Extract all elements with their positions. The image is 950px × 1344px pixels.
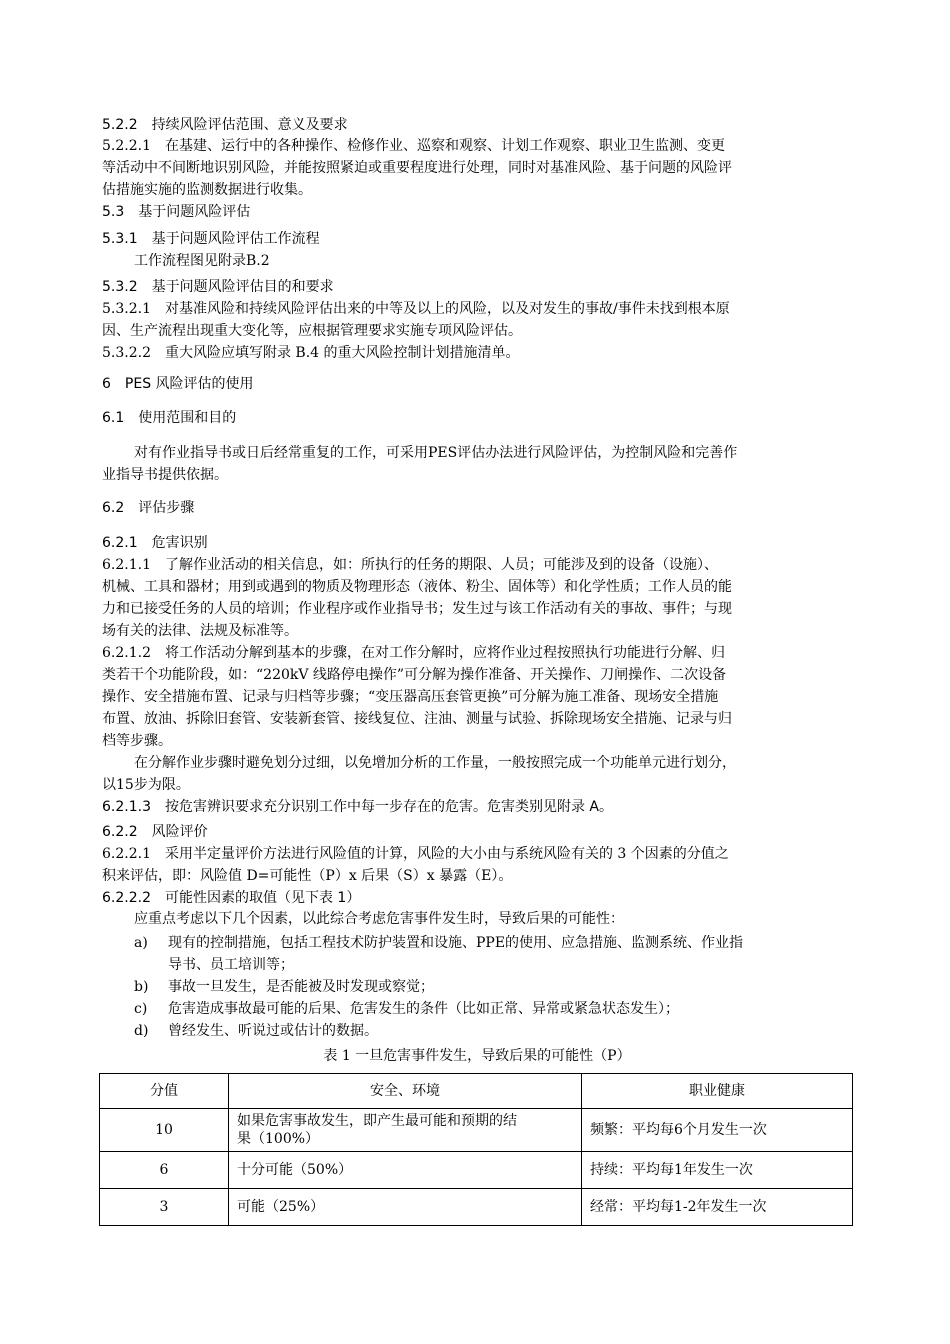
paragraph-line: 力和已接受任务的人员的培训；作业程序或作业指导书；发生过与该工作活动有关的事故、事件；与现 [102, 601, 732, 617]
list-item: 现有的控制措施，包括工程技术防护装置和设施、PPE的使用、应急措施、监测系统、作业指 [168, 935, 744, 951]
paragraph-line: 类若干个功能阶段，如：“220kV 线路停电操作”可分解为操作准备、开关操作、刀闸操作、二次设备 [102, 667, 727, 683]
column-header-health: 职业健康 [582, 1074, 853, 1109]
score-cell: 6 [100, 1152, 229, 1189]
heading-5-3: 5.3 基于问题风险评估 [102, 204, 251, 220]
list-marker: a) [134, 935, 148, 951]
paragraph-line: 6.2.1.1 了解作业活动的相关信息，如：所执行的任务的期限、人员；可能涉及到的设备（设施）、 [102, 557, 718, 573]
paragraph-line: 布置、放油、拆除旧套管、安装新套管、接线复位、注油、测量与试验、拆除现场安全措施、记录与归 [102, 711, 732, 727]
heading-6-2-1-3: 6.2.1.3 按危害辨识要求充分识别工作中每一步存在的危害。危害类别见附录 A。 [102, 799, 614, 815]
paragraph-line: 以15步为限。 [102, 777, 190, 793]
score-cell: 3 [100, 1189, 229, 1226]
list-marker: d) [134, 1023, 149, 1039]
heading-5-3-1: 5.3.1 基于问题风险评估工作流程 [102, 231, 320, 247]
paragraph-line: 因、生产流程出现重大变化等，应根据管理要求实施专项风险评估。 [102, 323, 522, 339]
list-item: 危害造成事故最可能的后果、危害发生的条件（比如正常、异常或紧急状态发生）； [168, 1001, 679, 1017]
paragraph-line: 档等步骤。 [102, 733, 172, 749]
paragraph-line: 在分解作业步骤时避免划分过细，以免增加分析的工作量，一般按照完成一个功能单元进行划分， [134, 755, 736, 771]
score-cell: 10 [100, 1109, 229, 1152]
safety-cell: 十分可能（50%） [229, 1152, 582, 1189]
safety-line: 果（100%） [237, 1131, 320, 1147]
list-item: 曾经发生、听说过或估计的数据。 [168, 1023, 378, 1039]
paragraph-line: 5.2.2.1 在基建、运行中的各种操作、检修作业、巡察和观察、计划工作观察、职业卫生监测、变更 [102, 138, 725, 154]
paragraph-line: 对有作业指导书或日后经常重复的工作，可采用PES评估办法进行风险评估，为控制风险和完善作 [134, 445, 738, 461]
heading-6-2: 6.2 评估步骤 [102, 500, 195, 516]
list-marker: b) [134, 979, 149, 995]
paragraph-line: 工作流程图见附录B.2 [134, 253, 270, 269]
paragraph-line: 业指导书提供依据。 [102, 467, 228, 483]
table-row [100, 1189, 853, 1226]
table-row [100, 1109, 853, 1152]
column-header-safety: 安全、环境 [229, 1074, 582, 1109]
safety-cell: 可能（25%） [229, 1189, 582, 1226]
list-marker: c) [134, 1001, 148, 1017]
heading-6-1: 6.1 使用范围和目的 [102, 410, 237, 426]
list-item: 事故一旦发生，是否能被及时发现或察觉； [168, 979, 434, 995]
paragraph-line: 5.3.2.1 对基准风险和持续风险评估出来的中等及以上的风险，以及对发生的事故/事件未找到根本原 [102, 301, 730, 317]
table-row [100, 1152, 853, 1189]
paragraph-line: 机械、工具和器材；用到或遇到的物质及物理形态（液体、粉尘、固体等）和化学性质；工作人员的能 [102, 579, 732, 595]
paragraph-line: 积来评估，即：风险值 D=可能性（P）x 后果（S）x 暴露（E）。 [102, 868, 513, 884]
health-cell: 频繁：平均每6个月发生一次 [582, 1109, 853, 1152]
safety-cell [229, 1109, 582, 1152]
paragraph-line: 6.2.1.2 将工作活动分解到基本的步骤，在对工作分解时，应将作业过程按照执行功能进行分解、归 [102, 645, 725, 661]
heading-5-2-2: 5.2.2 持续风险评估范围、意义及要求 [102, 117, 348, 133]
table-caption: 表 1 一旦危害事件发生，导致后果的可能性（P） [323, 1048, 631, 1064]
table-header-row [100, 1074, 853, 1109]
paragraph-line: 应重点考虑以下几个因素，以此综合考虑危害事件发生时，导致后果的可能性： [134, 911, 624, 927]
health-cell: 持续：平均每1年发生一次 [582, 1152, 853, 1189]
safety-line: 如果危害事故发生，即产生最可能和预期的结 [237, 1113, 517, 1129]
column-header-score: 分值 [100, 1074, 229, 1109]
list-item: 导书、员工培训等； [168, 957, 294, 973]
probability-table [99, 1073, 853, 1226]
heading-6: 6 PES 风险评估的使用 [102, 376, 254, 392]
paragraph-line: 估措施实施的监测数据进行收集。 [102, 182, 312, 198]
heading-6-2-2: 6.2.2 风险评价 [102, 824, 208, 840]
heading-6-2-1: 6.2.1 危害识别 [102, 535, 208, 551]
health-cell: 经常：平均每1-2年发生一次 [582, 1189, 853, 1226]
paragraph-line: 操作、安全措施布置、记录与归档等步骤；“变压器高压套管更换”可分解为施工准备、现场安全措施 [102, 689, 719, 705]
paragraph-line: 等活动中不间断地识别风险，并能按照紧迫或重要程度进行处理，同时对基准风险、基于问题的风险评 [102, 160, 732, 176]
paragraph-line: 6.2.2.1 采用半定量评价方法进行风险值的计算，风险的大小由与系统风险有关的 3 个因素的分值之 [102, 846, 729, 862]
paragraph-line: 场有关的法律、法规及标准等。 [102, 623, 298, 639]
heading-6-2-2-2: 6.2.2.2 可能性因素的取值（见下表 1） [102, 890, 361, 906]
heading-5-3-2: 5.3.2 基于问题风险评估目的和要求 [102, 279, 334, 295]
paragraph-line: 5.3.2.2 重大风险应填写附录 B.4 的重大风险控制计划措施清单。 [102, 345, 520, 361]
